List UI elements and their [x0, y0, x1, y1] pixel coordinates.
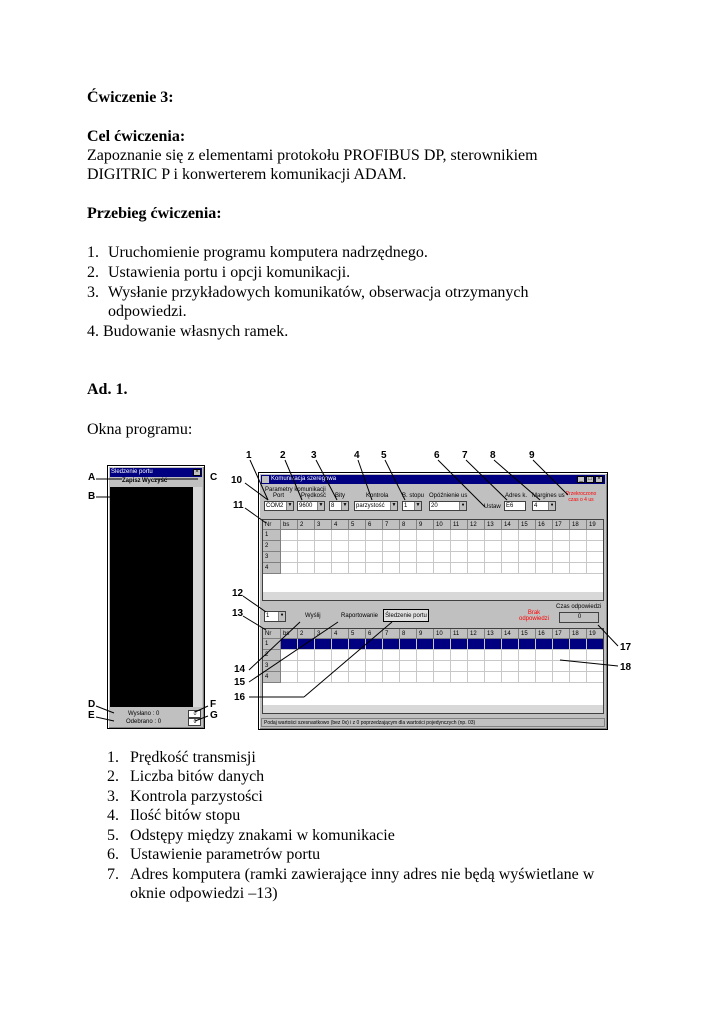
grid-row-header[interactable]: 4 [263, 563, 281, 574]
procedure-item-text: odpowiedzi. [108, 303, 187, 320]
close-icon[interactable]: × [595, 476, 603, 483]
callout-label: 2 [280, 450, 286, 461]
grid-column-header: bs [281, 520, 298, 530]
grid-column-header: 10 [434, 520, 451, 530]
callout-label: 11 [233, 500, 244, 511]
callout-label: A [88, 472, 96, 483]
grid-row-header[interactable]: 1 [263, 639, 281, 650]
callout-label: 12 [232, 588, 244, 599]
legend-num: 5. [107, 827, 119, 844]
grid-row-header[interactable]: 2 [263, 650, 281, 661]
callout-label: 14 [234, 664, 246, 675]
grid-column-header: 19 [587, 629, 604, 639]
maximize-icon[interactable]: □ [586, 476, 594, 483]
grid-column-header: 8 [400, 629, 417, 639]
legend-text: Adres komputera (ramki zawierające inny adres nie będą wyświetlane w [130, 866, 595, 883]
grid-column-header: 15 [519, 520, 536, 530]
grid-column-header: 16 [536, 520, 553, 530]
procedure-item-text: Wysłanie przykładowych komunikatów, obserwacja otrzymanych [108, 284, 529, 301]
callout-label: 5 [381, 450, 387, 461]
legend-num: 6. [107, 846, 119, 863]
callout-label: 8 [490, 450, 496, 461]
procedure-item-num: 2. [87, 264, 99, 281]
callout-label: 18 [620, 662, 632, 673]
callout-label: B [88, 491, 96, 502]
grid-column-header: 15 [519, 629, 536, 639]
grid-column-header: 5 [349, 520, 366, 530]
report-toggle[interactable]: Raportowanie [341, 613, 379, 619]
stop-bits-label: B. stopu [402, 493, 425, 499]
response-time-label: Czas odpowiedzi [556, 604, 602, 610]
goal-line-1: Zapoznanie się z elementami protokołu PROFIBUS DP, sterownikiem [87, 147, 538, 164]
port-value: COM2 [266, 503, 284, 509]
procedure-item-num: 3. [87, 284, 99, 301]
grid-column-header: 6 [366, 629, 383, 639]
grid-column-header: 4 [332, 629, 349, 639]
sent-label: Wysłano : 0 [128, 711, 160, 717]
time-exceeded-warning: Przekroczono czas o 4 us [565, 491, 597, 503]
callout-label: 15 [234, 677, 246, 688]
sent-count: 0 [188, 710, 201, 718]
callout-label: 3 [311, 450, 317, 461]
margin-value: 4 [534, 503, 538, 509]
grid-column-header: 2 [298, 520, 315, 530]
callout-label: G [210, 710, 218, 721]
send-button[interactable]: Wyślij [305, 613, 321, 619]
grid-row-header[interactable]: 1 [263, 530, 281, 541]
procedure-item-text: 4. Budowanie własnych ramek. [87, 323, 289, 340]
legend-text: Odstępy między znakami w komunikacie [130, 827, 395, 844]
procedure-item-num: 1. [87, 244, 99, 261]
grid-column-header: Nr [263, 520, 281, 530]
grid-column-header: 13 [485, 629, 502, 639]
program-windows-label: Okna programu: [87, 421, 193, 438]
legend-num: 1. [107, 749, 119, 766]
goal-title: Cel ćwiczenia: [87, 128, 186, 145]
no-response-label: Brak odpowiedzi [518, 610, 550, 622]
chevron-down-icon: ▼ [318, 502, 324, 508]
grid-column-header: 10 [434, 629, 451, 639]
grid-column-header: 18 [570, 629, 587, 639]
address-value: E6 [506, 503, 514, 509]
callout-label: 9 [529, 450, 535, 461]
grid-column-header: 8 [400, 520, 417, 530]
legend-num: 3. [107, 788, 119, 805]
legend-text: Kontrola parzystości [130, 788, 263, 805]
grid-row-header[interactable]: 3 [263, 661, 281, 672]
minimize-icon[interactable]: _ [577, 476, 585, 483]
grid-row-header[interactable]: 3 [263, 552, 281, 563]
address-label: Adres k. [505, 493, 528, 499]
callout-label: 17 [620, 642, 632, 653]
bits-label: Bity [335, 493, 346, 499]
spin-icon: ♦ [278, 612, 285, 621]
parity-value: parzystość [356, 503, 385, 509]
grid-column-header: Nr [263, 629, 281, 639]
control-label: Kontrola [366, 493, 389, 499]
chevron-down-icon: ▼ [415, 502, 421, 508]
goal-line-2: DIGITRIC P i konwerterem komunikacji ADAM. [87, 166, 407, 183]
legend-text: Prędkość transmisji [130, 749, 256, 766]
menu-save[interactable]: Zapisz [122, 478, 141, 484]
callout-label: 4 [354, 450, 360, 461]
callout-label: 1 [246, 450, 252, 461]
received-count: 0 [188, 718, 201, 726]
callout-label: 6 [434, 450, 440, 461]
grid-column-header: 19 [587, 520, 604, 530]
callout-label: E [88, 710, 95, 721]
received-label: Odebrano : 0 [126, 719, 162, 725]
chevron-down-icon: ▼ [287, 502, 293, 508]
procedure-item-text: Ustawienia portu i opcji komunikacji. [108, 264, 351, 281]
callout-label: 13 [232, 608, 244, 619]
response-time-value: 0 [559, 612, 599, 623]
grid-column-header: 17 [553, 629, 570, 639]
callout-label: F [210, 699, 217, 710]
callout-label: 10 [231, 475, 243, 486]
port-tracking-button[interactable]: Śledzenie portu [383, 609, 429, 622]
grid-column-header: 11 [451, 629, 468, 639]
legend-text: Liczba bitów danych [130, 768, 265, 785]
grid-column-header: bs [281, 629, 298, 639]
grid-column-header: 7 [383, 629, 400, 639]
grid-column-header: 12 [468, 629, 485, 639]
bits-value: 8 [331, 503, 335, 509]
grid-column-header: 7 [383, 520, 400, 530]
grid-column-header: 13 [485, 520, 502, 530]
procedure-item-text: Uruchomienie programu komputera nadrzędnego. [108, 244, 428, 261]
port-tracking-title: Śledzenie portu [111, 469, 153, 475]
grid-column-header: 14 [502, 520, 519, 530]
serial-comm-title: Komunikacja szeregowa [271, 476, 337, 482]
speed-value: 9600 [299, 503, 313, 509]
callout-label: D [88, 699, 96, 710]
grid-column-header: 2 [298, 629, 315, 639]
grid-column-header: 12 [468, 520, 485, 530]
legend-text: Ilość bitów stopu [130, 807, 241, 824]
set-port-button[interactable]: Ustaw [484, 504, 501, 510]
grid-column-header: 18 [570, 520, 587, 530]
status-bar: Podaj wartości szesnastkowo (bez 0x) i z 0 poprzedzającym dla wartości pojedynczych (np. 03) [261, 718, 605, 727]
spin-icon: ♦ [459, 502, 466, 510]
grid-column-header: 14 [502, 629, 519, 639]
legend-num: 7. [107, 866, 119, 883]
grid-row-header[interactable]: 4 [263, 672, 281, 683]
chevron-down-icon: ▼ [342, 502, 348, 508]
comm-params-group: Parametry komunikacji [265, 487, 326, 493]
section-ad1: Ad. 1. [87, 381, 128, 398]
grid-column-header: 5 [349, 629, 366, 639]
grid-row-header[interactable]: 2 [263, 541, 281, 552]
spin-icon: ♦ [548, 502, 555, 510]
legend-num: 4. [107, 807, 119, 824]
exercise-heading: Ćwiczenie 3: [87, 89, 174, 106]
legend-text: oknie odpowiedzi –13) [130, 885, 278, 902]
legend-text: Ustawienie parametrów portu [130, 846, 321, 863]
char-gap-value: 20 [431, 503, 438, 509]
grid-column-header: 9 [417, 520, 434, 530]
grid-column-header: 6 [366, 520, 383, 530]
stop-bits-value: 1 [404, 503, 408, 509]
legend-num: 2. [107, 768, 119, 785]
callout-label: 7 [462, 450, 468, 461]
procedure-title: Przebieg ćwiczenia: [87, 205, 222, 222]
grid-column-header: 16 [536, 629, 553, 639]
callout-label: 16 [234, 692, 246, 703]
grid-column-header: 17 [553, 520, 570, 530]
callout-label: C [210, 472, 218, 483]
grid-column-header: 3 [315, 629, 332, 639]
frame-number-value: 1 [266, 613, 270, 619]
chevron-down-icon: ▼ [391, 502, 397, 508]
grid-column-header: 3 [315, 520, 332, 530]
menu-clear[interactable]: Wyczyść [142, 478, 168, 484]
char-gap-label: Opóźnienie us [429, 493, 468, 499]
grid-column-header: 4 [332, 520, 349, 530]
speed-label: Prędkość [301, 493, 327, 499]
margin-label: Margines us [532, 493, 565, 499]
grid-column-header: 11 [451, 520, 468, 530]
port-label: Port [273, 493, 285, 499]
close-icon[interactable]: × [193, 469, 201, 476]
grid-column-header: 9 [417, 629, 434, 639]
